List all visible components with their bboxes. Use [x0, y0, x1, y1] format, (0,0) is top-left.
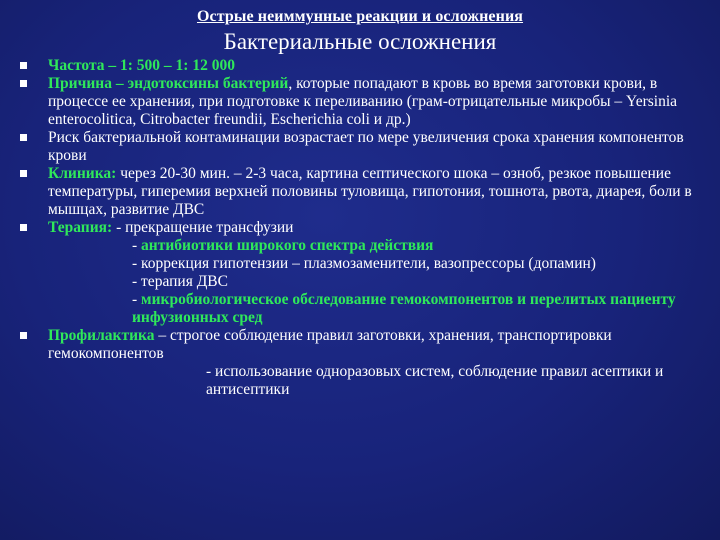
clinic-text: через 20-30 мин. – 2-3 часа, картина септического шока – озноб, резкое повышение температуры, гиперемия верхней половины туловища, гипотония, тошнота, рвота, диарея, боли в мышцах, развитие ДВС — [48, 165, 692, 218]
prevention-label: Профилактика — [48, 327, 155, 344]
prevention-text: – строгое соблюдение правил заготовки, хранения, транспортировки гемокомпонентов — [48, 327, 612, 362]
clinic-label: Клиника: — [48, 165, 117, 182]
square-bullet-icon — [20, 134, 27, 141]
slide-subtitle: Острые неиммунные реакции и осложнения — [196, 8, 524, 25]
bullet-item-cause — [20, 75, 700, 129]
square-bullet-icon — [20, 332, 27, 339]
therapy-dic: - терапия ДВС — [132, 273, 228, 290]
therapy-microbiology: микробиологическое обследование гемокомпонентов и перелитых пациенту инфузионных сред — [132, 291, 676, 326]
square-bullet-icon — [20, 62, 27, 69]
risk-text: Риск бактериальной контаминации возрастает по мере увеличения срока хранения компонентов крови — [48, 129, 684, 164]
cause-label: Причина – эндотоксины бактерий — [48, 75, 289, 92]
therapy-dash: - — [132, 237, 142, 254]
bullet-item-clinic — [20, 165, 700, 219]
square-bullet-icon — [20, 170, 27, 177]
slide-title: Бактериальные осложнения — [223, 29, 497, 54]
bullet-list — [20, 57, 700, 399]
frequency-text: Частота – 1: 500 – 1: 12 000 — [48, 57, 235, 74]
cause-text: , которые попадают в кровь во время заготовки крови, в процессе ее хранения, при подготовке к переливанию (грам-отрицательные микробы – Yersinia enterocolitica, Citrobacter freundii, Escherichia coli и др.) — [48, 75, 678, 128]
therapy-text: - прекращение трансфузии — [112, 219, 294, 236]
square-bullet-icon — [20, 80, 27, 87]
therapy-hypotension: - коррекция гипотензии – плазмозаменители, вазопрессоры (допамин) — [132, 255, 596, 272]
square-bullet-icon — [20, 224, 27, 231]
prevention-disposable: - использование одноразовых систем, соблюдение правил асептики и антисептики — [206, 363, 664, 398]
bullet-item-prevention — [20, 327, 700, 399]
therapy-antibiotics: антибиотики широкого спектра действия — [141, 237, 434, 254]
therapy-label: Терапия: — [48, 219, 113, 236]
therapy-dash: - — [132, 291, 142, 308]
bullet-item-risk — [20, 129, 700, 165]
bullet-item-frequency — [20, 57, 700, 75]
bullet-item-therapy — [20, 219, 700, 327]
